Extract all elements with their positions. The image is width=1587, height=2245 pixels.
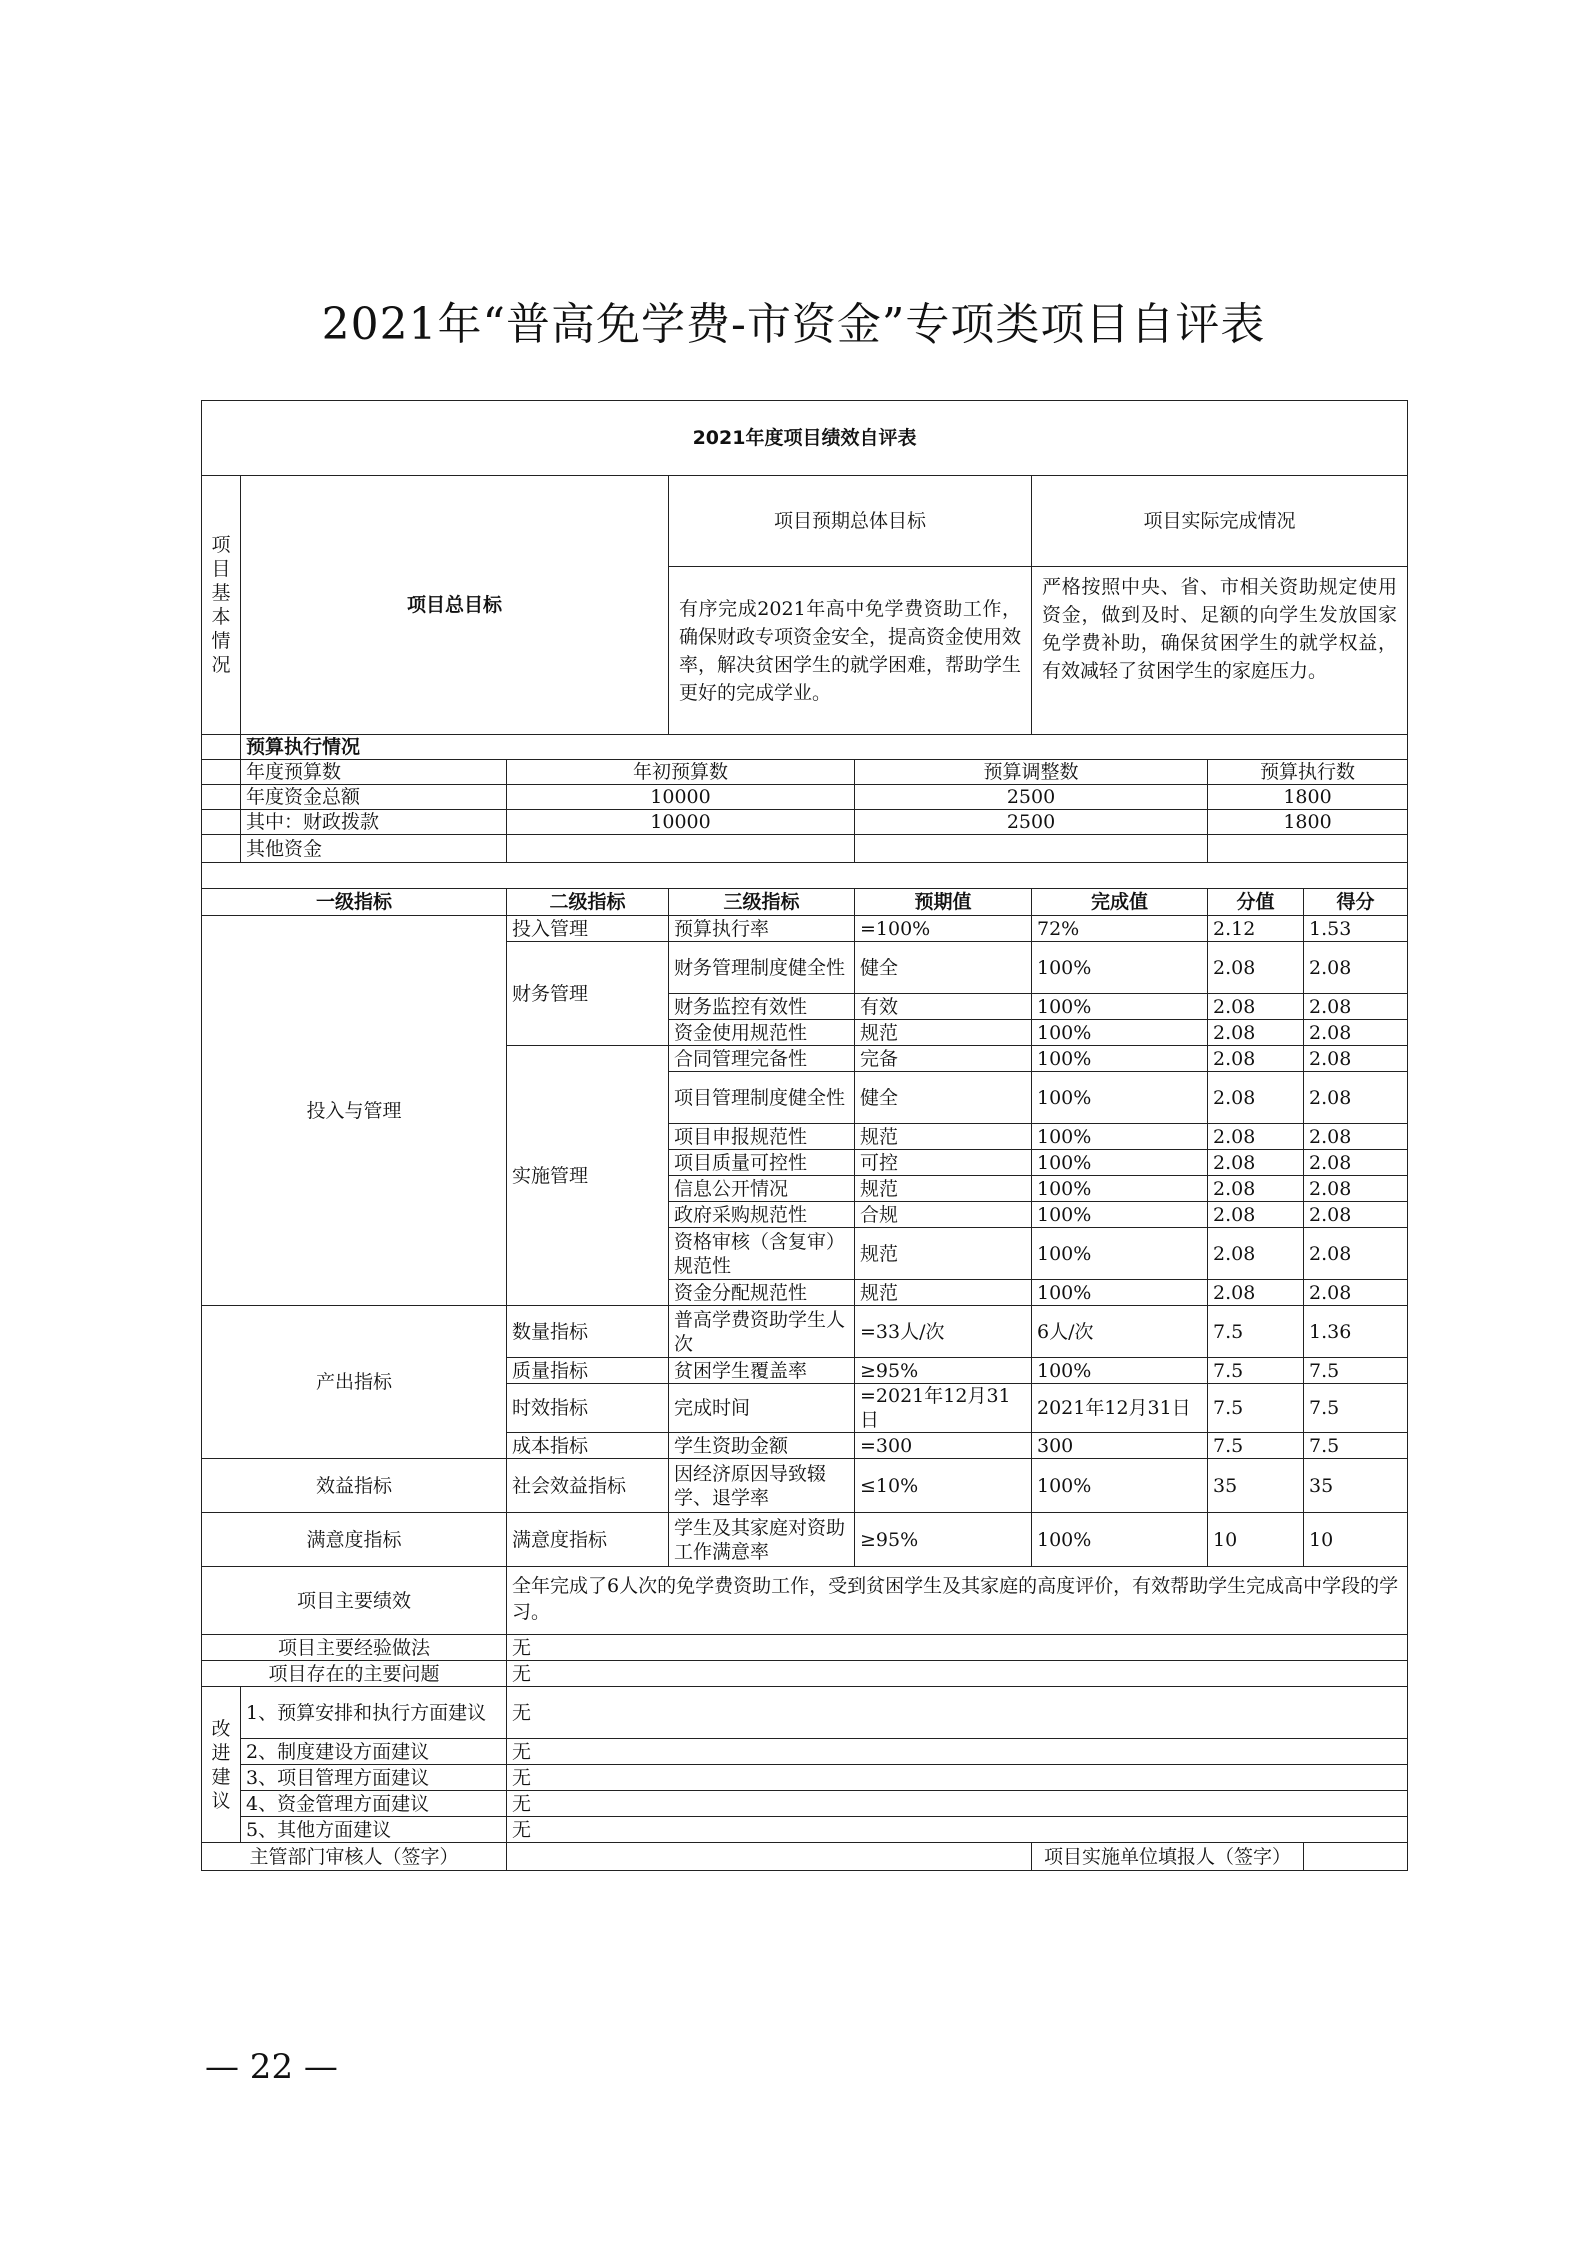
indicator-got: 7.5 xyxy=(1304,1384,1408,1433)
level2-indicator: 数量指标 xyxy=(507,1306,669,1358)
indicator-actual: 100% xyxy=(1032,1072,1208,1124)
indicator-score: 2.08 xyxy=(1208,1150,1304,1176)
budget-row xyxy=(202,835,1408,863)
goal-label: 项目总目标 xyxy=(241,476,669,735)
budget-initial: 10000 xyxy=(507,785,855,810)
indicator-name: 财务监控有效性 xyxy=(669,994,855,1020)
indicator-actual: 6人/次 xyxy=(1032,1306,1208,1358)
indicator-name: 预算执行率 xyxy=(669,916,855,942)
suggestion-value: 无 xyxy=(507,1687,1408,1739)
level1-indicator: 产出指标 xyxy=(202,1306,507,1459)
actual-completion-header: 项目实际完成情况 xyxy=(1032,476,1408,567)
suggestion-label: 5、其他方面建议 xyxy=(241,1817,507,1843)
suggestion-value: 无 xyxy=(507,1791,1408,1817)
indicator-got: 7.5 xyxy=(1304,1358,1408,1384)
indicator-actual: 100% xyxy=(1032,1046,1208,1072)
budget-section-label: 预算执行情况 xyxy=(241,735,1408,760)
indicator-got: 2.08 xyxy=(1304,1020,1408,1046)
budget-row-label: 其他资金 xyxy=(241,835,507,863)
indicator-score: 2.08 xyxy=(1208,1202,1304,1228)
budget-row xyxy=(202,810,1408,835)
budget-initial xyxy=(507,835,855,863)
suggestion-row xyxy=(202,1817,1408,1843)
indicator-name: 学生资助金额 xyxy=(669,1433,855,1459)
indicator-header: 一级指标 xyxy=(202,889,507,916)
indicator-name: 因经济原因导致辍学、退学率 xyxy=(669,1459,855,1513)
indicator-got: 2.08 xyxy=(1304,1046,1408,1072)
indicator-score: 10 xyxy=(1208,1513,1304,1567)
indicator-actual: 100% xyxy=(1032,1202,1208,1228)
indicator-name: 资金分配规范性 xyxy=(669,1280,855,1306)
level2-indicator: 实施管理 xyxy=(507,1046,669,1306)
indicator-expected: ≤10% xyxy=(855,1459,1032,1513)
main-performance-label: 项目主要绩效 xyxy=(202,1567,507,1635)
suggestion-label: 4、资金管理方面建议 xyxy=(241,1791,507,1817)
indicator-score: 2.08 xyxy=(1208,994,1304,1020)
expected-goal-text: 有序完成2021年高中免学费资助工作，确保财政专项资金安全，提高资金使用效率，解决贫困学生的就学困难，帮助学生更好的完成学业。 xyxy=(669,567,1032,735)
indicator-actual: 100% xyxy=(1032,1020,1208,1046)
indicator-row xyxy=(202,916,1408,942)
indicator-expected: ≥95% xyxy=(855,1358,1032,1384)
indicator-got: 2.08 xyxy=(1304,1202,1408,1228)
indicator-actual: 100% xyxy=(1032,1280,1208,1306)
indicator-name: 财务管理制度健全性 xyxy=(669,942,855,994)
indicator-score: 2.08 xyxy=(1208,1020,1304,1046)
indicator-score: 2.08 xyxy=(1208,1280,1304,1306)
indicator-actual: 72% xyxy=(1032,916,1208,942)
indicator-score: 7.5 xyxy=(1208,1384,1304,1433)
suggestions-label: 改 进 建 议 xyxy=(202,1687,241,1843)
indicator-actual: 100% xyxy=(1032,1513,1208,1567)
level2-indicator: 财务管理 xyxy=(507,942,669,1046)
indicator-got: 2.08 xyxy=(1304,1176,1408,1202)
page-number: — 22 — xyxy=(205,2047,338,2087)
indicator-expected: 规范 xyxy=(855,1176,1032,1202)
indicator-name: 项目管理制度健全性 xyxy=(669,1072,855,1124)
budget-executed: 1800 xyxy=(1208,785,1408,810)
indicator-score: 2.08 xyxy=(1208,1228,1304,1280)
suggestion-row xyxy=(202,1739,1408,1765)
indicator-name: 合同管理完备性 xyxy=(669,1046,855,1072)
indicator-expected: 规范 xyxy=(855,1228,1032,1280)
reviewer-signature-label: 主管部门审核人（签字） xyxy=(202,1843,507,1871)
indicator-name: 贫困学生覆盖率 xyxy=(669,1358,855,1384)
indicator-actual: 100% xyxy=(1032,1358,1208,1384)
budget-executed: 1800 xyxy=(1208,810,1408,835)
indicator-expected: 完备 xyxy=(855,1046,1032,1072)
indicator-expected: 可控 xyxy=(855,1150,1032,1176)
budget-header-row xyxy=(202,760,1408,785)
experience-label: 项目主要经验做法 xyxy=(202,1635,507,1661)
indicator-expected: ≥95% xyxy=(855,1513,1032,1567)
indicator-header: 三级指标 xyxy=(669,889,855,916)
indicator-got: 2.08 xyxy=(1304,1228,1408,1280)
level1-indicator: 效益指标 xyxy=(202,1459,507,1513)
indicator-actual: 100% xyxy=(1032,994,1208,1020)
indicator-row xyxy=(202,1459,1408,1513)
indicator-expected: =2021年12月31日 xyxy=(855,1384,1032,1433)
indicator-header: 得分 xyxy=(1304,889,1408,916)
indicator-name: 项目质量可控性 xyxy=(669,1150,855,1176)
indicator-row xyxy=(202,1513,1408,1567)
budget-adjusted: 2500 xyxy=(855,785,1208,810)
indicator-score: 7.5 xyxy=(1208,1306,1304,1358)
indicator-score: 2.08 xyxy=(1208,1072,1304,1124)
indicator-actual: 100% xyxy=(1032,1150,1208,1176)
indicator-name: 项目申报规范性 xyxy=(669,1124,855,1150)
level1-indicator: 满意度指标 xyxy=(202,1513,507,1567)
indicator-score: 7.5 xyxy=(1208,1433,1304,1459)
indicator-got: 7.5 xyxy=(1304,1433,1408,1459)
indicator-actual: 100% xyxy=(1032,1176,1208,1202)
actual-completion-text: 严格按照中央、省、市相关资助规定使用资金，做到及时、足额的向学生发放国家免学费补助，确保贫困学生的就学权益，有效减轻了贫困学生的家庭压力。 xyxy=(1032,567,1408,735)
suggestion-value: 无 xyxy=(507,1739,1408,1765)
suggestion-label: 1、预算安排和执行方面建议 xyxy=(241,1687,507,1739)
self-evaluation-table xyxy=(201,400,1408,1871)
indicator-actual: 100% xyxy=(1032,1228,1208,1280)
indicator-expected: 健全 xyxy=(855,1072,1032,1124)
indicator-score: 2.08 xyxy=(1208,1176,1304,1202)
level1-indicator: 投入与管理 xyxy=(202,916,507,1306)
budget-header-cell: 预算执行数 xyxy=(1208,760,1408,785)
level2-indicator: 社会效益指标 xyxy=(507,1459,669,1513)
indicator-name: 普高学费资助学生人次 xyxy=(669,1306,855,1358)
indicator-expected: =33人/次 xyxy=(855,1306,1032,1358)
suggestion-label: 3、项目管理方面建议 xyxy=(241,1765,507,1791)
indicator-got: 1.36 xyxy=(1304,1306,1408,1358)
indicator-got: 2.08 xyxy=(1304,942,1408,994)
indicator-actual: 2021年12月31日 xyxy=(1032,1384,1208,1433)
budget-header-cell: 年度预算数 xyxy=(241,760,507,785)
indicator-score: 2.08 xyxy=(1208,942,1304,994)
budget-executed xyxy=(1208,835,1408,863)
indicator-actual: 100% xyxy=(1032,942,1208,994)
indicator-got: 2.08 xyxy=(1304,1280,1408,1306)
budget-adjusted xyxy=(855,835,1208,863)
indicator-header: 完成值 xyxy=(1032,889,1208,916)
reporter-signature-field xyxy=(1304,1843,1408,1871)
level2-indicator: 成本指标 xyxy=(507,1433,669,1459)
indicator-expected: 规范 xyxy=(855,1020,1032,1046)
suggestion-row xyxy=(202,1765,1408,1791)
suggestion-row xyxy=(202,1791,1408,1817)
indicator-score: 2.08 xyxy=(1208,1046,1304,1072)
indicator-name: 学生及其家庭对资助工作满意率 xyxy=(669,1513,855,1567)
expected-goal-header: 项目预期总体目标 xyxy=(669,476,1032,567)
indicator-expected: =300 xyxy=(855,1433,1032,1459)
table-heading: 2021年度项目绩效自评表 xyxy=(202,401,1408,476)
spacer-row xyxy=(202,863,1408,889)
main-performance-text: 全年完成了6人次的免学费资助工作，受到贫困学生及其家庭的高度评价，有效帮助学生完成高中学段的学习。 xyxy=(507,1567,1408,1635)
budget-row-label: 其中：财政拨款 xyxy=(241,810,507,835)
indicator-expected: 规范 xyxy=(855,1124,1032,1150)
indicator-got: 2.08 xyxy=(1304,994,1408,1020)
indicator-score: 35 xyxy=(1208,1459,1304,1513)
indicator-expected: 规范 xyxy=(855,1280,1032,1306)
budget-header-cell: 年初预算数 xyxy=(507,760,855,785)
budget-adjusted: 2500 xyxy=(855,810,1208,835)
indicator-actual: 100% xyxy=(1032,1124,1208,1150)
basic-info-label: 项 目 基 本 情 况 xyxy=(202,476,241,735)
indicator-got: 2.08 xyxy=(1304,1150,1408,1176)
indicator-score: 2.08 xyxy=(1208,1124,1304,1150)
indicator-name: 完成时间 xyxy=(669,1384,855,1433)
indicator-header: 二级指标 xyxy=(507,889,669,916)
budget-header-cell: 预算调整数 xyxy=(855,760,1208,785)
indicator-name: 资金使用规范性 xyxy=(669,1020,855,1046)
budget-initial: 10000 xyxy=(507,810,855,835)
reviewer-signature-field xyxy=(507,1843,1032,1871)
indicator-name: 信息公开情况 xyxy=(669,1176,855,1202)
indicator-actual: 100% xyxy=(1032,1459,1208,1513)
budget-row xyxy=(202,785,1408,810)
suggestion-value: 无 xyxy=(507,1765,1408,1791)
experience-value: 无 xyxy=(507,1635,1408,1661)
indicator-got: 1.53 xyxy=(1304,916,1408,942)
suggestion-label: 2、制度建设方面建议 xyxy=(241,1739,507,1765)
indicator-got: 10 xyxy=(1304,1513,1408,1567)
problems-value: 无 xyxy=(507,1661,1408,1687)
indicator-expected: 有效 xyxy=(855,994,1032,1020)
indicator-header: 分值 xyxy=(1208,889,1304,916)
indicator-expected: =100% xyxy=(855,916,1032,942)
budget-row-label: 年度资金总额 xyxy=(241,785,507,810)
indicator-name: 政府采购规范性 xyxy=(669,1202,855,1228)
indicator-header-row xyxy=(202,889,1408,916)
indicator-score: 7.5 xyxy=(1208,1358,1304,1384)
page-title: 2021年“普高免学费-市资金”专项类项目自评表 xyxy=(321,299,1266,350)
level2-indicator: 质量指标 xyxy=(507,1358,669,1384)
indicator-name: 资格审核（含复审）规范性 xyxy=(669,1228,855,1280)
indicator-score: 2.12 xyxy=(1208,916,1304,942)
indicator-got: 2.08 xyxy=(1304,1072,1408,1124)
indicator-actual: 300 xyxy=(1032,1433,1208,1459)
indicator-row xyxy=(202,1306,1408,1358)
indicator-expected: 健全 xyxy=(855,942,1032,994)
indicator-got: 2.08 xyxy=(1304,1124,1408,1150)
suggestion-value: 无 xyxy=(507,1817,1408,1843)
indicator-header: 预期值 xyxy=(855,889,1032,916)
indicator-got: 35 xyxy=(1304,1459,1408,1513)
reporter-signature-label: 项目实施单位填报人（签字） xyxy=(1032,1843,1304,1871)
suggestion-row xyxy=(202,1687,1408,1739)
indicator-expected: 合规 xyxy=(855,1202,1032,1228)
level2-indicator: 满意度指标 xyxy=(507,1513,669,1567)
problems-label: 项目存在的主要问题 xyxy=(202,1661,507,1687)
level2-indicator: 投入管理 xyxy=(507,916,669,942)
level2-indicator: 时效指标 xyxy=(507,1384,669,1433)
